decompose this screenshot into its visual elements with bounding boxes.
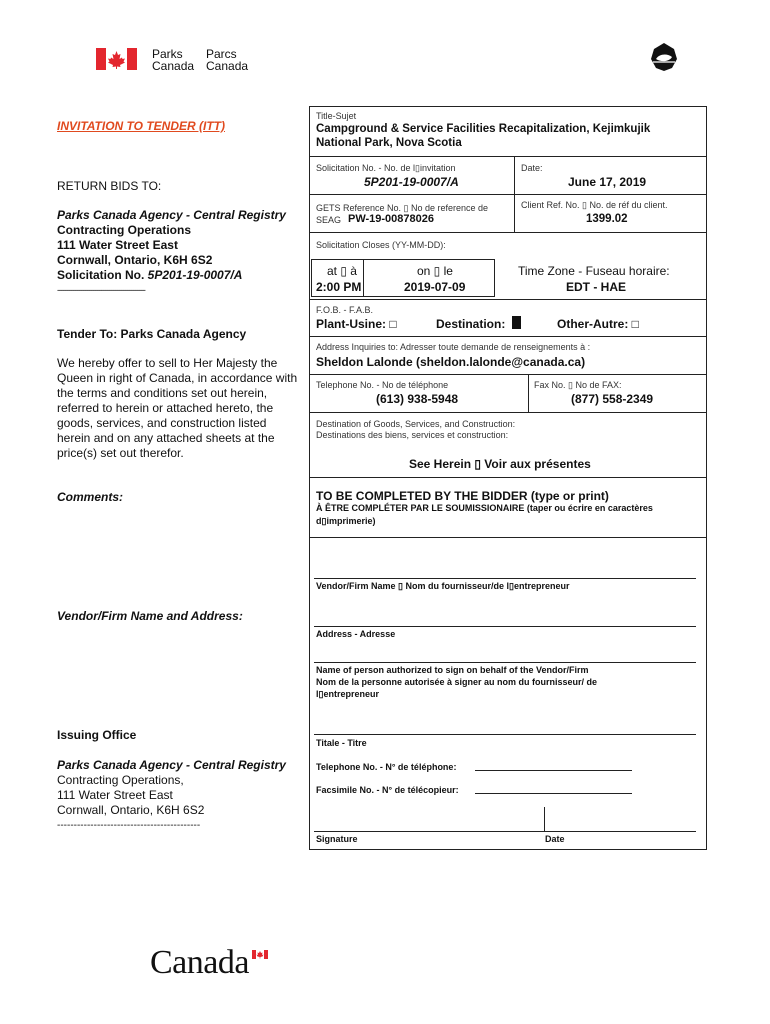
solicitation-label: Solicitation No. - No. de l▯invitation: [316, 163, 456, 173]
title-titre-label: Titale - Titre: [316, 738, 367, 748]
return-bids-heading: RETURN BIDS TO:: [57, 179, 162, 193]
date-label: Date:: [521, 163, 543, 173]
client-ref-value: 1399.02: [586, 213, 628, 225]
return-address: [57, 208, 286, 298]
closes-label: Solicitation Closes (YY-MM-DD):: [316, 240, 446, 250]
tz-label: Time Zone - Fuseau horaire:: [518, 264, 670, 278]
fob-destination: Destination:: [436, 317, 506, 331]
return-rule: --------------------------------------------: [57, 285, 145, 295]
return-solicitation-no: 5P201-19-0007/A: [147, 268, 243, 282]
fob-other[interactable]: Other-Autre: □: [557, 317, 639, 331]
signature-label: Signature: [316, 834, 358, 844]
return-solicitation: [57, 268, 286, 283]
canada-flag-icon: [96, 48, 137, 70]
offer-line: the terms and conditions set out herein,: [57, 386, 268, 400]
gets-value: PW-19-00878026: [348, 213, 435, 225]
tel-label: Telephone No. - No de téléphone: [316, 380, 449, 390]
on-value: 2019-07-09: [404, 280, 466, 294]
authorized-line2: Nom de la personne autorisée à signer au nom du fournisseur/ de: [316, 677, 598, 687]
signature-line[interactable]: [314, 831, 696, 832]
authorized-person-line[interactable]: [314, 662, 696, 663]
issuing-address: [57, 758, 286, 833]
canada-fr: Canada: [206, 59, 249, 73]
return-ops: Contracting Operations: [57, 223, 192, 237]
title-label: Title-Sujet: [316, 111, 357, 121]
tel-value: (613) 938-5948: [376, 392, 459, 406]
authorized-line3: l▯entrepreneur: [316, 689, 379, 699]
tender-to: Tender To: Parks Canada Agency: [57, 327, 247, 341]
bidder-fr-line1: À ÊTRE COMPLÉTER PAR LE SOUMISSIONAIRE (taper ou écrire en caractères: [316, 503, 653, 513]
address-label: Address - Adresse: [316, 629, 396, 639]
issuing-ops: Contracting Operations,: [57, 773, 184, 787]
address-inquiries-value: Sheldon Lalonde (sheldon.lalonde@canada.ca): [316, 355, 586, 369]
canada-en: Canada: [152, 59, 195, 73]
telephone-input-line[interactable]: [475, 770, 632, 771]
client-ref-label: Client Ref. No. ▯ No. de réf du client.: [521, 200, 668, 210]
issuing-agency: Parks Canada Agency - Central Registry: [57, 758, 286, 772]
at-value: 2:00 PM: [316, 280, 362, 294]
return-agency: Parks Canada Agency - Central Registry: [57, 208, 286, 222]
on-label: on ▯ le: [417, 264, 453, 278]
beaver-emblem-icon: [650, 42, 678, 72]
title-line2: National Park, Nova Scotia: [316, 137, 462, 149]
offer-line: herein and on any attached sheets at the: [57, 431, 275, 445]
date-signature-label: Date: [545, 834, 565, 844]
vendor-name-address-label: Vendor/Firm Name and Address:: [57, 609, 243, 623]
fob-label: F.O.B. - F.A.B.: [316, 305, 374, 315]
return-street: 111 Water Street East: [57, 238, 178, 252]
issuing-street: 111 Water Street East: [57, 788, 173, 802]
fob-destination-checkbox[interactable]: [512, 316, 521, 329]
wordmark-flag-icon: [252, 950, 268, 959]
address-line[interactable]: [314, 626, 696, 627]
canada-wordmark: [150, 944, 275, 984]
see-herein: See Herein ▯ Voir aux présentes: [409, 457, 591, 471]
destination-label-en: Destination of Goods, Services, and Construction:: [316, 419, 516, 429]
return-solicitation-prefix: Solicitation No.: [57, 268, 148, 282]
parks-en: Parks: [152, 47, 183, 61]
vendor-firm-line[interactable]: [314, 578, 696, 579]
issuing-rule: -------------------------------------------: [57, 820, 201, 831]
bidder-fr-line2: d▯imprimerie): [316, 516, 376, 526]
date-value: June 17, 2019: [568, 175, 647, 189]
gets-seag: SEAG: [316, 215, 342, 225]
fax-value: (877) 558-2349: [571, 392, 654, 406]
tz-value: EDT - HAE: [566, 280, 626, 294]
offer-paragraph: [57, 356, 312, 461]
offer-line: referred to herein or attached hereto, the: [57, 401, 274, 415]
return-city: Cornwall, Ontario, K6H 6S2: [57, 253, 213, 267]
vendor-firm-label: Vendor/Firm Name ▯ Nom du fournisseur/de l▯entrepreneur: [316, 581, 570, 591]
solicitation-value: 5P201-19-0007/A: [364, 175, 459, 189]
authorized-line1: Name of person authorized to sign on behalf of the Vendor/Firm: [316, 665, 589, 675]
parks-fr: Parcs: [206, 47, 237, 61]
fob-plant[interactable]: Plant-Usine: □: [316, 317, 397, 331]
wordmark-text: Canada: [150, 944, 249, 981]
title-line[interactable]: [314, 734, 696, 735]
destination-label-fr: Destinations des biens, services et construction:: [316, 430, 509, 440]
parks-canada-logo: [96, 47, 256, 73]
fax-label: Fax No. ▯ No de FAX:: [534, 380, 622, 390]
offer-line: Queen in right of Canada, in accordance with: [57, 371, 298, 385]
gets-label: GETS Reference No. ▯ No de reference de: [316, 203, 489, 213]
offer-line: price(s) set out therefor.: [57, 446, 184, 460]
telephone-label: Telephone No. - N° de téléphone:: [316, 762, 457, 772]
facsimile-input-line[interactable]: [475, 793, 632, 794]
facsimile-label: Facsimile No. - N° de télécopieur:: [316, 785, 459, 795]
title-line1: Campground & Service Facilities Recapitalization, Kejimkujik: [316, 123, 651, 135]
itt-title: INVITATION TO TENDER (ITT): [57, 119, 225, 133]
comments-label: Comments:: [57, 490, 124, 504]
address-inquiries-label: Address Inquiries to: Adresser toute demande de renseignements à :: [316, 342, 591, 352]
at-label: at ▯ à: [327, 264, 357, 278]
offer-line: We hereby offer to sell to Her Majesty the: [57, 356, 278, 370]
issuing-office-heading: Issuing Office: [57, 728, 137, 742]
offer-line: goods, services, and construction listed: [57, 416, 267, 430]
issuing-city: Cornwall, Ontario, K6H 6S2: [57, 803, 205, 817]
bidder-title: TO BE COMPLETED BY THE BIDDER (type or print): [316, 489, 609, 503]
